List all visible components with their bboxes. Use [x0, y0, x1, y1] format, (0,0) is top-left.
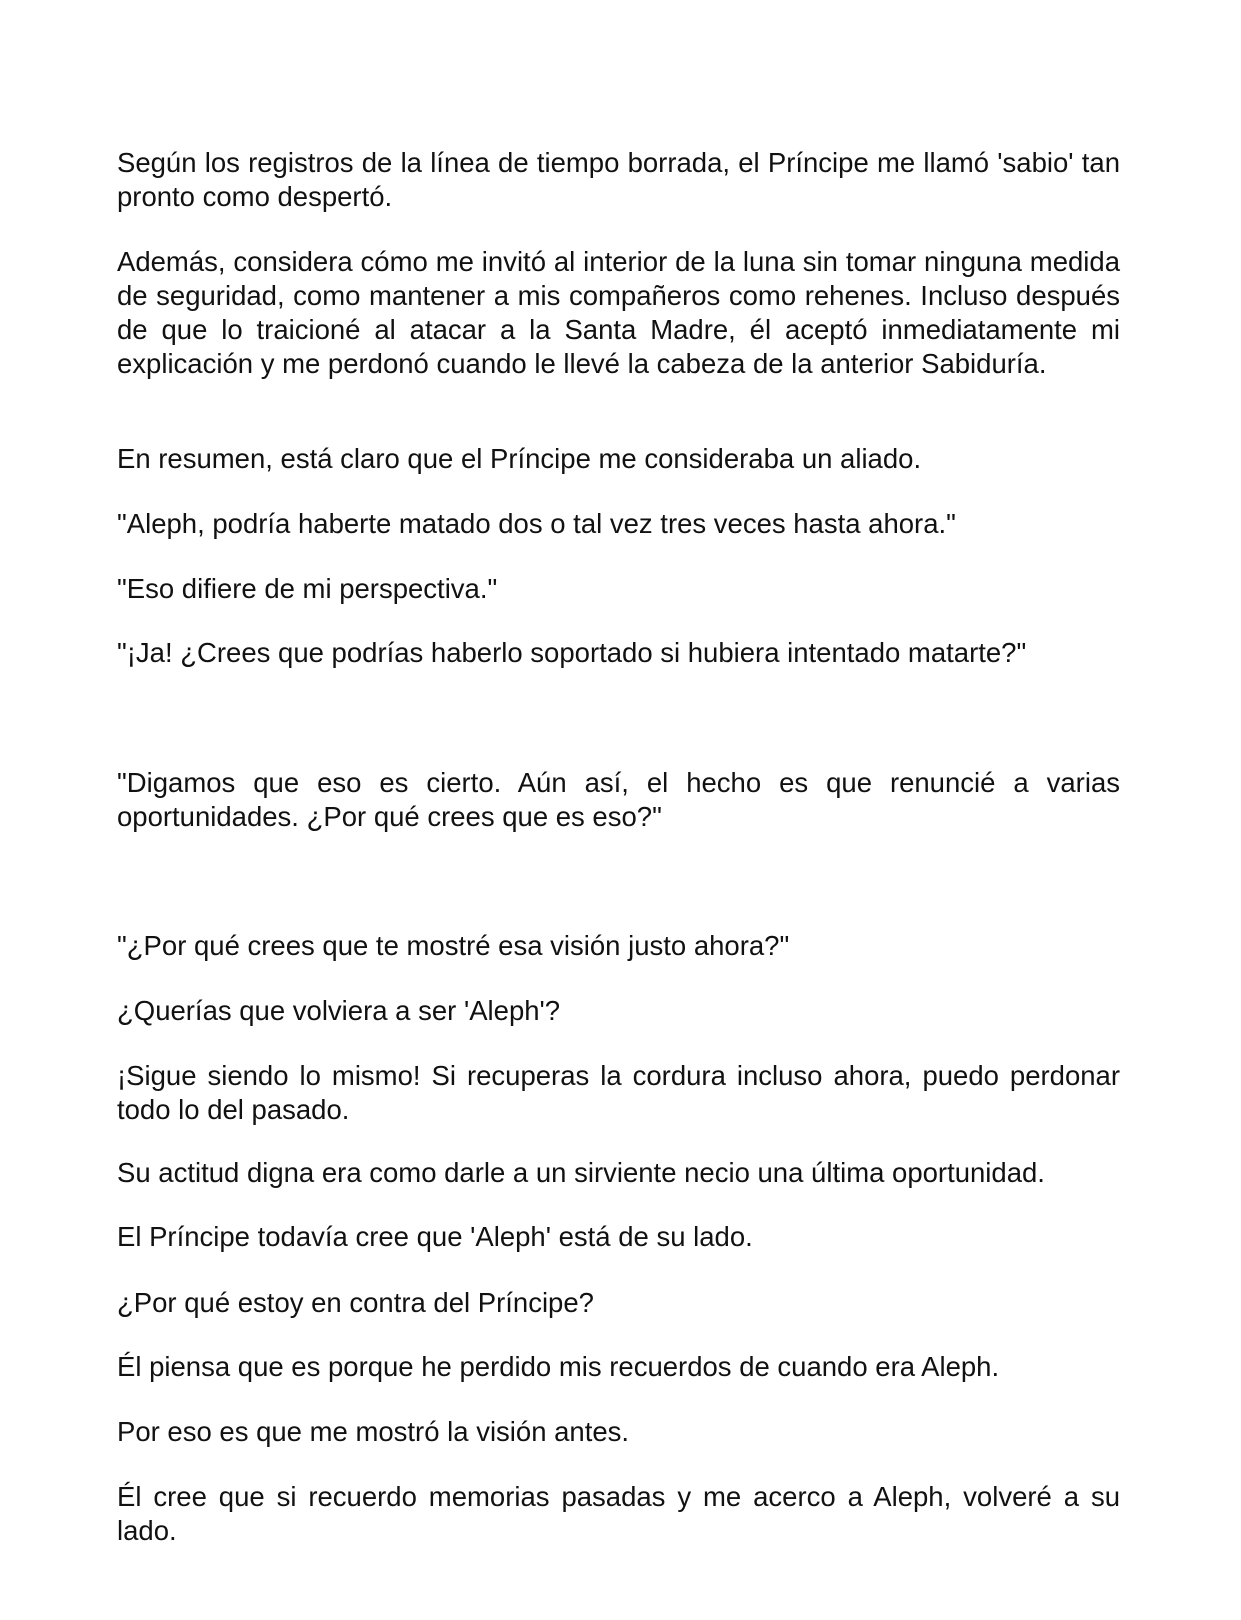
paragraph-13: ¿Por qué estoy en contra del Príncipe?	[117, 1287, 594, 1318]
paragraph-2: Además, considera cómo me invitó al interior de la luna sin tomar ninguna medida de seguridad, como mantener a mis compañeros como rehenes. Incluso después de que lo traicioné al atacar a la Santa Madre, él aceptó inmediatamente mi explicación y me perdonó cuando le llevé la cabeza de la anterior Sabiduría.	[117, 246, 1120, 379]
paragraph-15: Por eso es que me mostró la visión antes.	[117, 1416, 630, 1447]
paragraph-14: Él piensa que es porque he perdido mis recuerdos de cuando era Aleph.	[117, 1351, 1000, 1382]
paragraph-10: ¡Sigue siendo lo mismo! Si recuperas la cordura incluso ahora, puedo perdonar todo lo del pasado.	[117, 1060, 1120, 1125]
paragraph-11: Su actitud digna era como darle a un sirviente necio una última oportunidad.	[117, 1157, 1045, 1188]
paragraph-1: Según los registros de la línea de tiempo borrada, el Príncipe me llamó 'sabio' tan pronto como despertó.	[117, 147, 1120, 212]
paragraph-9: ¿Querías que volviera a ser 'Aleph'?	[117, 995, 561, 1026]
paragraph-6: "¡Ja! ¿Crees que podrías haberlo soportado si hubiera intentado matarte?"	[117, 637, 1027, 668]
paragraph-12: El Príncipe todavía cree que 'Aleph' está de su lado.	[117, 1221, 753, 1252]
paragraph-16: Él cree que si recuerdo memorias pasadas y me acerco a Aleph, volveré a su lado.	[117, 1481, 1120, 1546]
paragraph-7: "Digamos que eso es cierto. Aún así, el hecho es que renuncié a varias oportunidades. ¿Por qué crees que es eso?"	[117, 767, 1120, 832]
paragraph-5: "Eso difiere de mi perspectiva."	[117, 573, 498, 604]
paragraph-4: "Aleph, podría haberte matado dos o tal vez tres veces hasta ahora."	[117, 508, 956, 539]
paragraph-8: "¿Por qué crees que te mostré esa visión justo ahora?"	[117, 930, 790, 961]
paragraph-3: En resumen, está claro que el Príncipe me consideraba un aliado.	[117, 443, 922, 474]
